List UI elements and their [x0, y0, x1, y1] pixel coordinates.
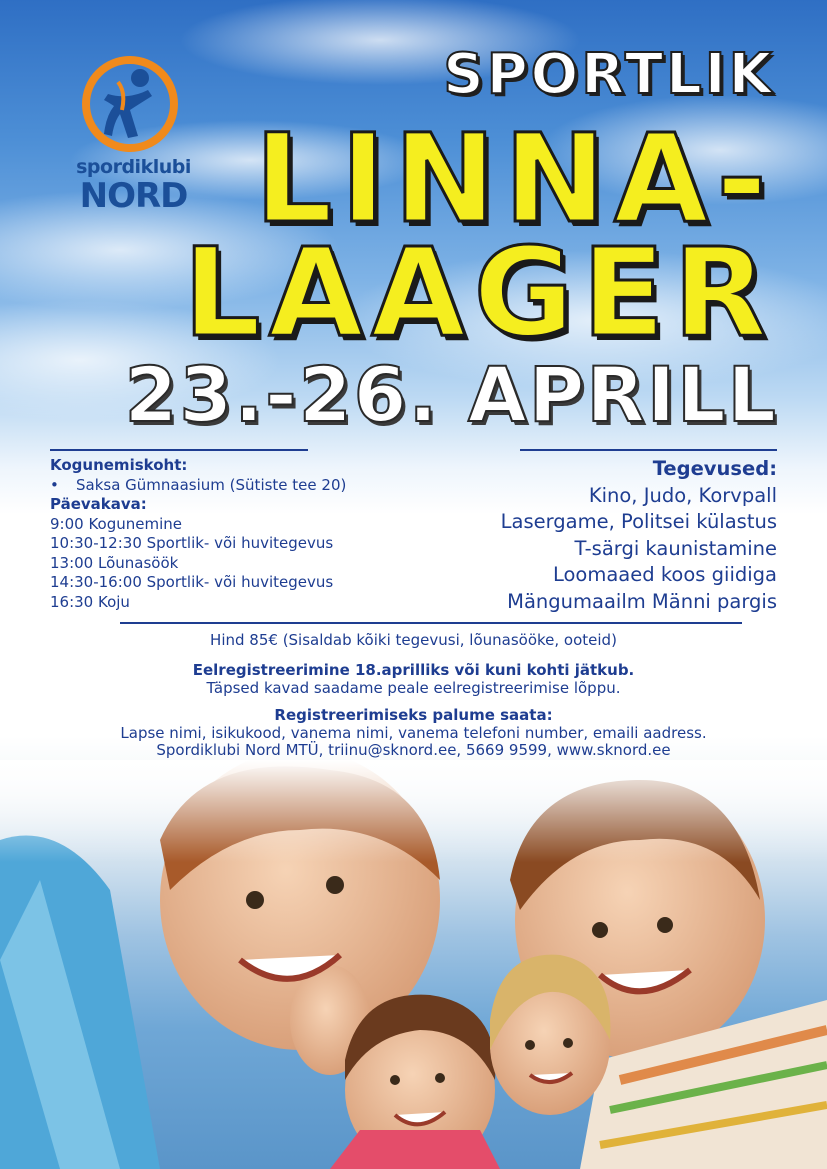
schedule-item: 14:30-16:00 Sportlik- või huvitegevus — [50, 573, 334, 591]
prereg-bold: Eelregistreerimine 18.aprilliks või kuni kohti jätkub. — [192, 661, 635, 679]
divider-left — [50, 449, 308, 451]
price-text: Hind 85€ (Sisaldab kõiki tegevusi, lõunasööke, ooteid) — [210, 631, 617, 649]
runner-logo-icon — [78, 52, 182, 156]
title-dates: 23.-26. APRILL — [124, 350, 778, 439]
prereg-normal: Täpsed kavad saadame peale eelregistreerimise lõppu. — [206, 678, 621, 697]
register-bold: Registreerimiseks palume saata: — [274, 706, 553, 724]
info-left-column — [50, 456, 450, 612]
activity-item: T-särgi kaunistamine — [574, 536, 777, 560]
register-line1: Lapse nimi, isikukood, vanema nimi, vanema telefoni number, emaili aadress. — [120, 723, 707, 742]
schedule-label: Päevakava: — [50, 495, 147, 513]
schedule-item: 10:30-12:30 Sportlik- või huvitegevus — [50, 534, 334, 552]
gathering-item — [50, 476, 450, 496]
logo-text-large: NORD — [79, 176, 188, 216]
activity-item: Mängumaailm Männi pargis — [507, 589, 777, 613]
gathering-place: Saksa Gümnaasium (Sütiste tee 20) — [76, 475, 347, 494]
children-photo — [0, 760, 827, 1169]
activities-label: Tegevused: — [652, 457, 777, 480]
register-line2: Spordiklubi Nord MTÜ, triinu@sknord.ee, 5669 9599, www.sknord.ee — [156, 741, 671, 759]
schedule-item: 16:30 Koju — [50, 592, 130, 611]
title-linna: LINNA- — [254, 108, 775, 250]
title-laager: LAAGER — [183, 222, 775, 364]
logo-text-small: spordiklubi — [76, 156, 191, 178]
activity-item: Loomaaed koos giidiga — [552, 563, 777, 586]
schedule-item: 13:00 Lõunasöök — [50, 553, 179, 572]
info-right-column — [437, 456, 777, 615]
divider-right — [520, 449, 777, 451]
activity-item: Lasergame, Politsei külastus — [500, 510, 777, 533]
title-sportlik: SPORTLIK — [443, 42, 775, 107]
gathering-label: Kogunemiskoht: — [50, 456, 188, 474]
club-logo — [66, 52, 201, 216]
divider-middle — [120, 622, 742, 624]
register-block — [0, 707, 827, 760]
schedule-item: 9:00 Kogunemine — [50, 514, 182, 533]
bullet-icon: • — [50, 475, 59, 494]
prereg-block — [0, 662, 827, 697]
activity-item: Kino, Judo, Korvpall — [588, 483, 777, 507]
